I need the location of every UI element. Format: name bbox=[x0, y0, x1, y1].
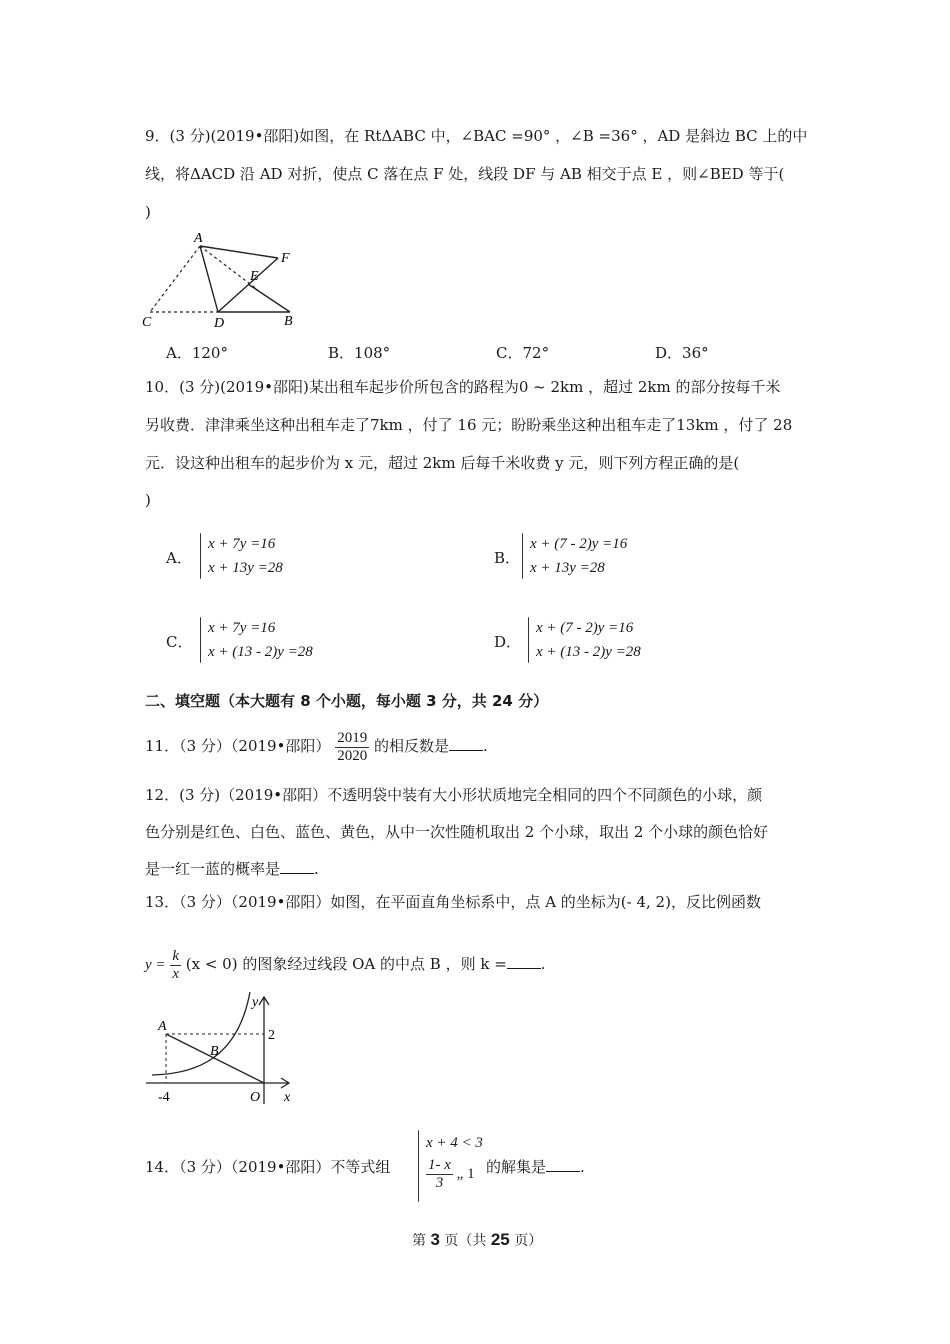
q14-fraction bbox=[426, 1157, 453, 1192]
q10-option-a-eq1: x + 7y =16 bbox=[208, 536, 276, 552]
q14-tail bbox=[486, 1157, 585, 1177]
q12-line3 bbox=[145, 859, 319, 879]
q12-line1: 12．(3 分)（2019•邵阳）不透明袋中装有大小形状质地完全相同的四个不同颜色的小球，颜 bbox=[145, 786, 763, 804]
q11-fraction bbox=[335, 730, 369, 765]
footer-post: 页） bbox=[514, 1233, 543, 1249]
q10-option-b-eq1: x + (7 - 2)y =16 bbox=[530, 536, 628, 552]
q13-denominator: x bbox=[172, 965, 179, 982]
q9-option-b[interactable]: B．108° bbox=[328, 344, 391, 362]
q9-option-c[interactable]: C．72° bbox=[496, 344, 550, 362]
q14-relation: „ 1 bbox=[456, 1165, 475, 1182]
q9-line1: 9．(3 分)(2019•邵阳)如图，在 RtΔABC 中，∠BAC =90° ，∠B =36° ，AD 是斜边 BC 上的中 bbox=[145, 127, 808, 145]
q10-line2: 另收费．津津乘坐这种出租车走了7km ，付了 16 元；盼盼乘坐这种出租车走了13km ，付了 28 bbox=[145, 416, 793, 434]
q13-numerator: k bbox=[172, 947, 179, 964]
q11-suffix: 的相反数是 bbox=[373, 737, 449, 755]
q13-fraction bbox=[170, 948, 181, 983]
q14-brace bbox=[418, 1130, 419, 1202]
q13-mid: (x < 0) 的图象经过线段 OA 的中点 B ，则 k = bbox=[185, 955, 507, 973]
q13-answer-blank[interactable] bbox=[507, 954, 541, 969]
section2-title: 二、填空题（本大题有 8 个小题，每小题 3 分，共 24 分） bbox=[145, 692, 549, 710]
footer-total-pages: 25 bbox=[490, 1230, 510, 1249]
q13-figure bbox=[138, 992, 308, 1107]
footer-pre: 第 bbox=[412, 1233, 426, 1249]
q10-line1: 10．(3 分)(2019•邵阳)某出租车起步价所包含的路程为0 ~ 2km ，超过 2km 的部分按每千米 bbox=[145, 378, 781, 396]
fig9-label-D: D bbox=[214, 316, 225, 331]
q13-line2 bbox=[145, 947, 546, 983]
q10-line3: 元．设这种出租车的起步价为 x 元，超过 2km 后每千米收费 y 元，则下列方程正确的是( bbox=[145, 454, 740, 472]
q10-option-d-label[interactable]: D． bbox=[494, 633, 522, 651]
q10-option-b-system[interactable] bbox=[522, 532, 627, 580]
q9-figure bbox=[138, 228, 308, 338]
fig13-label-2: 2 bbox=[268, 1028, 275, 1043]
q10-option-c-eq1: x + 7y =16 bbox=[208, 620, 276, 636]
q12-line2: 色分别是红色、白色、蓝色、黄色，从中一次性随机取出 2 个小球，取出 2 个小球的颜色恰好 bbox=[145, 823, 769, 841]
q12-line3-text: 是一红一蓝的概率是 bbox=[145, 860, 281, 878]
q11-end: . bbox=[483, 737, 488, 755]
q10-option-b-eq2: x + 13y =28 bbox=[530, 560, 605, 576]
q11-answer-blank[interactable] bbox=[449, 736, 483, 751]
fig9-label-F: F bbox=[281, 251, 290, 266]
q10-option-a-label[interactable]: A． bbox=[166, 549, 192, 567]
q11-denominator: 2020 bbox=[337, 747, 368, 764]
q9-line2: 线，将ΔACD 沿 AD 对折，使点 C 落在点 F 处，线段 DF 与 AB 相交于点 E ，则∠BED 等于( bbox=[145, 165, 785, 183]
q14-suffix: 的解集是 bbox=[486, 1158, 547, 1176]
fig9-label-B: B bbox=[284, 314, 293, 329]
page-footer bbox=[412, 1230, 542, 1251]
fig13-label-x: x bbox=[284, 1090, 291, 1105]
q9-option-d[interactable]: D．36° bbox=[655, 344, 709, 362]
q10-option-c-system[interactable] bbox=[200, 616, 313, 664]
q11-prefix: 11．（3 分）（2019•邵阳） bbox=[145, 737, 331, 755]
fig13-label-A: A bbox=[158, 1019, 167, 1034]
q11-line bbox=[145, 729, 488, 765]
q12-end: . bbox=[314, 860, 319, 878]
fig13-label-O: O bbox=[250, 1090, 261, 1105]
q12-answer-blank[interactable] bbox=[280, 859, 314, 874]
q10-option-d-eq2: x + (13 - 2)y =28 bbox=[536, 644, 641, 660]
q13-lhs: y = bbox=[145, 957, 166, 973]
q10-line4: ) bbox=[145, 491, 151, 509]
q14-numerator: 1- x bbox=[428, 1157, 451, 1173]
footer-page-number: 3 bbox=[430, 1230, 440, 1249]
q14-answer-blank[interactable] bbox=[546, 1157, 580, 1172]
fig9-label-E: E bbox=[250, 269, 259, 284]
q14-system bbox=[426, 1133, 483, 1192]
q10-option-d-eq1: x + (7 - 2)y =16 bbox=[536, 620, 634, 636]
q14-denominator: 3 bbox=[435, 1175, 444, 1191]
q10-option-d-system[interactable] bbox=[528, 616, 641, 664]
q13-line1: 13．（3 分）（2019•邵阳）如图，在平面直角坐标系中，点 A 的坐标为(- 4, 2)，反比例函数 bbox=[145, 893, 761, 911]
q10-option-a-system[interactable] bbox=[200, 532, 283, 580]
q14-eq1: x + 4 < 3 bbox=[426, 1135, 483, 1151]
q10-option-a-eq2: x + 13y =28 bbox=[208, 560, 283, 576]
q9-line3: ) bbox=[145, 203, 151, 221]
q14-prefix: 14．（3 分）（2019•邵阳）不等式组 bbox=[145, 1158, 391, 1176]
q11-numerator: 2019 bbox=[337, 729, 368, 746]
q9-option-a[interactable]: A．120° bbox=[166, 344, 228, 362]
q14-end: . bbox=[580, 1158, 585, 1176]
q10-option-b-label[interactable]: B． bbox=[494, 549, 521, 567]
fig13-label-y: y bbox=[252, 995, 259, 1010]
fig13-label-B: B bbox=[210, 1044, 219, 1059]
footer-mid: 页（共 bbox=[444, 1233, 487, 1249]
q13-end: . bbox=[540, 955, 546, 973]
fig13-label-neg4: -4 bbox=[158, 1090, 170, 1105]
fig9-label-A: A bbox=[194, 231, 203, 246]
q10-option-c-label[interactable]: C． bbox=[166, 633, 193, 651]
fig9-label-C: C bbox=[142, 315, 152, 330]
q10-option-c-eq2: x + (13 - 2)y =28 bbox=[208, 644, 313, 660]
